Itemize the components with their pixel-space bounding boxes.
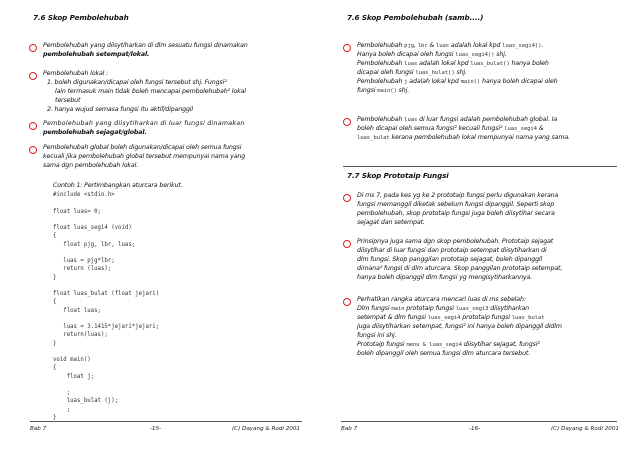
prototype-text-3: pembolehubah, skop prototaip fungsi juga boleh diisytihar secara	[357, 210, 555, 217]
section-heading-7-7: 7.7 Skop Prototaip Fungsi	[347, 171, 449, 180]
bullet-icon	[343, 118, 351, 126]
prototype-text-4: sejagat dan setempat.	[357, 219, 425, 226]
bullet-icon	[29, 146, 37, 154]
section-heading-7-6: 7.6 Skop Pembolehubah	[33, 13, 129, 22]
observe-line-1: Perhatikan rangka aturcara mencari luas di ms sebelah:	[357, 296, 526, 303]
footer-chapter: Bab 7	[341, 426, 358, 432]
observe-line-3: setempat & dlm fungsi luas_segi4 prototaip fungsi luas_bulat	[357, 314, 545, 321]
observe-line-7: boleh dipanggil oleh semua fungsi dlm aturcara tersebut.	[357, 350, 531, 357]
scope-line-1: Pembolehubah pjg, lbr & luas adalah lokal kpd luas_segi4().	[357, 42, 544, 49]
observe-line-4: juga diisytiharkan setempat, fungsi² ini hanya boleh dipanggil didlm	[357, 323, 562, 330]
global-line-1: Pembolehubah luas di luar fungsi adalah pembolehubah global. Ia	[357, 116, 558, 123]
principle-text-1: Prinsipnya juga sama dgn skop pembolehubah. Prototaip sejagat	[357, 238, 554, 245]
bullet-icon	[343, 194, 351, 202]
section-heading-7-6-cont: 7.6 Skop Pembolehubah (samb....)	[347, 13, 484, 22]
global-line-3: luas_bulat kerana pembolehubah lokal mempunyai nama yang sama.	[357, 134, 570, 141]
footer-chapter: Bab 7	[30, 426, 47, 432]
bullet-text-local-2: pembolehubah setempat/lokal.	[43, 51, 150, 58]
local-rule-2: 2. hanya wujud semasa fungsi itu aktif/dipanggil	[47, 106, 193, 113]
footer-copyright: (C) Dayang & Rodi 2001	[551, 426, 619, 432]
observe-line-6: Prototaip fungsi menu & luas_segi4 diisytihar sejagat, fungsi²	[357, 341, 540, 348]
prototype-text-1: Di ms 7, pada kes yg ke 2 prototaip fungsi perlu digunakan kerana	[357, 192, 559, 199]
bullet-text-global-access-2: kecuali jika pembolehubah global tersebut mempunyai nama yang	[43, 153, 246, 160]
observe-line-2: Dlm fungsi main prototaip fungsi luas_segi3 diisytiharkan	[357, 305, 530, 312]
footer-rule	[30, 421, 302, 422]
scope-line-6: fungsi main() shj.	[357, 87, 410, 94]
bullet-text-local-1: Pembolehubah yang diisytiharkan di dlm sesuatu fungsi dinamakan	[43, 42, 248, 49]
example-title: Contoh 1: Pertimbangkan aturcara berikut.	[53, 182, 183, 189]
scope-line-5: Pembolehubah j adalah lokal kpd main() hanya boleh dicapai oleh	[357, 78, 558, 85]
local-rule-1: 1. boleh digunakan/dicapai oleh fungsi tersebut shj. Fungsi²	[47, 79, 227, 86]
bullet-icon	[29, 122, 37, 130]
scope-line-2: Hanya boleh dicapai oleh fungsi luas_segi4() shj.	[357, 51, 507, 58]
bullet-icon	[29, 72, 37, 80]
local-rule-1-cont2: tersebut	[55, 97, 81, 104]
footer-page-number: -16-	[469, 426, 481, 432]
local-rule-1-cont: lain termasuk main tidak boleh mencapai pembolehubah² lokal	[55, 88, 246, 95]
bullet-icon	[343, 298, 351, 306]
bullet-icon	[29, 44, 37, 52]
section-rule	[343, 166, 617, 167]
global-line-2: boleh dicapai oleh semua fungsi² kecuali fungsi² luas_segi4 &	[357, 125, 544, 132]
footer-copyright: (C) Dayang & Rodi 2001	[232, 426, 300, 432]
bullet-text-global-1: Pembolehubah yang diisytiharkan di luar fungsi dinamakan	[43, 120, 245, 127]
right-page	[319, 0, 638, 451]
scope-line-4: dicapai oleh fungsi luas_bulat() shj.	[357, 69, 467, 76]
scope-line-3: Pembolehubah luas adalah lokal kpd luas_bulat() hanya boleh	[357, 60, 549, 67]
bullet-icon	[343, 240, 351, 248]
bullet-text-global-2: pembolehubah sejagat/global.	[43, 129, 147, 136]
prototype-text-2: fungsi memanggil diketak sebelum fungsi dipanggil. Seperti skop	[357, 201, 555, 208]
bullet-text-global-access-3: sama dgn pembolehubah lokal.	[43, 162, 139, 169]
local-rules-title: Pembolehubah lokal :	[43, 70, 109, 77]
principle-text-2: diisytihar di luar fungsi dan prototaip setempat diisytiharkan di	[357, 247, 547, 254]
bullet-icon	[343, 44, 351, 52]
bullet-text-global-access-1: Pembolehubah global boleh digunakan/dicapai oleh semua fungsi	[43, 144, 242, 151]
principle-text-3: dlm fungsi. Skop panggilan prototaip sejagat, boleh dipanggil	[357, 256, 543, 263]
principle-text-4: dimana² fungsi di dlm aturcara. Skop panggilan prototaip setempat,	[357, 265, 563, 272]
footer-page-number: -15-	[150, 426, 162, 432]
footer-rule	[341, 421, 617, 422]
principle-text-5: hanya boleh dipanggil dlm fungsi yg mengisytiharkannya.	[357, 274, 533, 281]
observe-line-5: fungsi ini shj.	[357, 332, 397, 339]
code-listing: #include <stdio.h> float luas= 0; float luas_segi4 (void) { float pjg, lbr, luas; luas = pjg*lbr; return (luas); } float luas_bulat (float jejari) { float luas; luas = 3.1415*jejari*jejari; return(luas); } void main() { float j; ; luas_bulat (j); ; }	[53, 192, 160, 421]
